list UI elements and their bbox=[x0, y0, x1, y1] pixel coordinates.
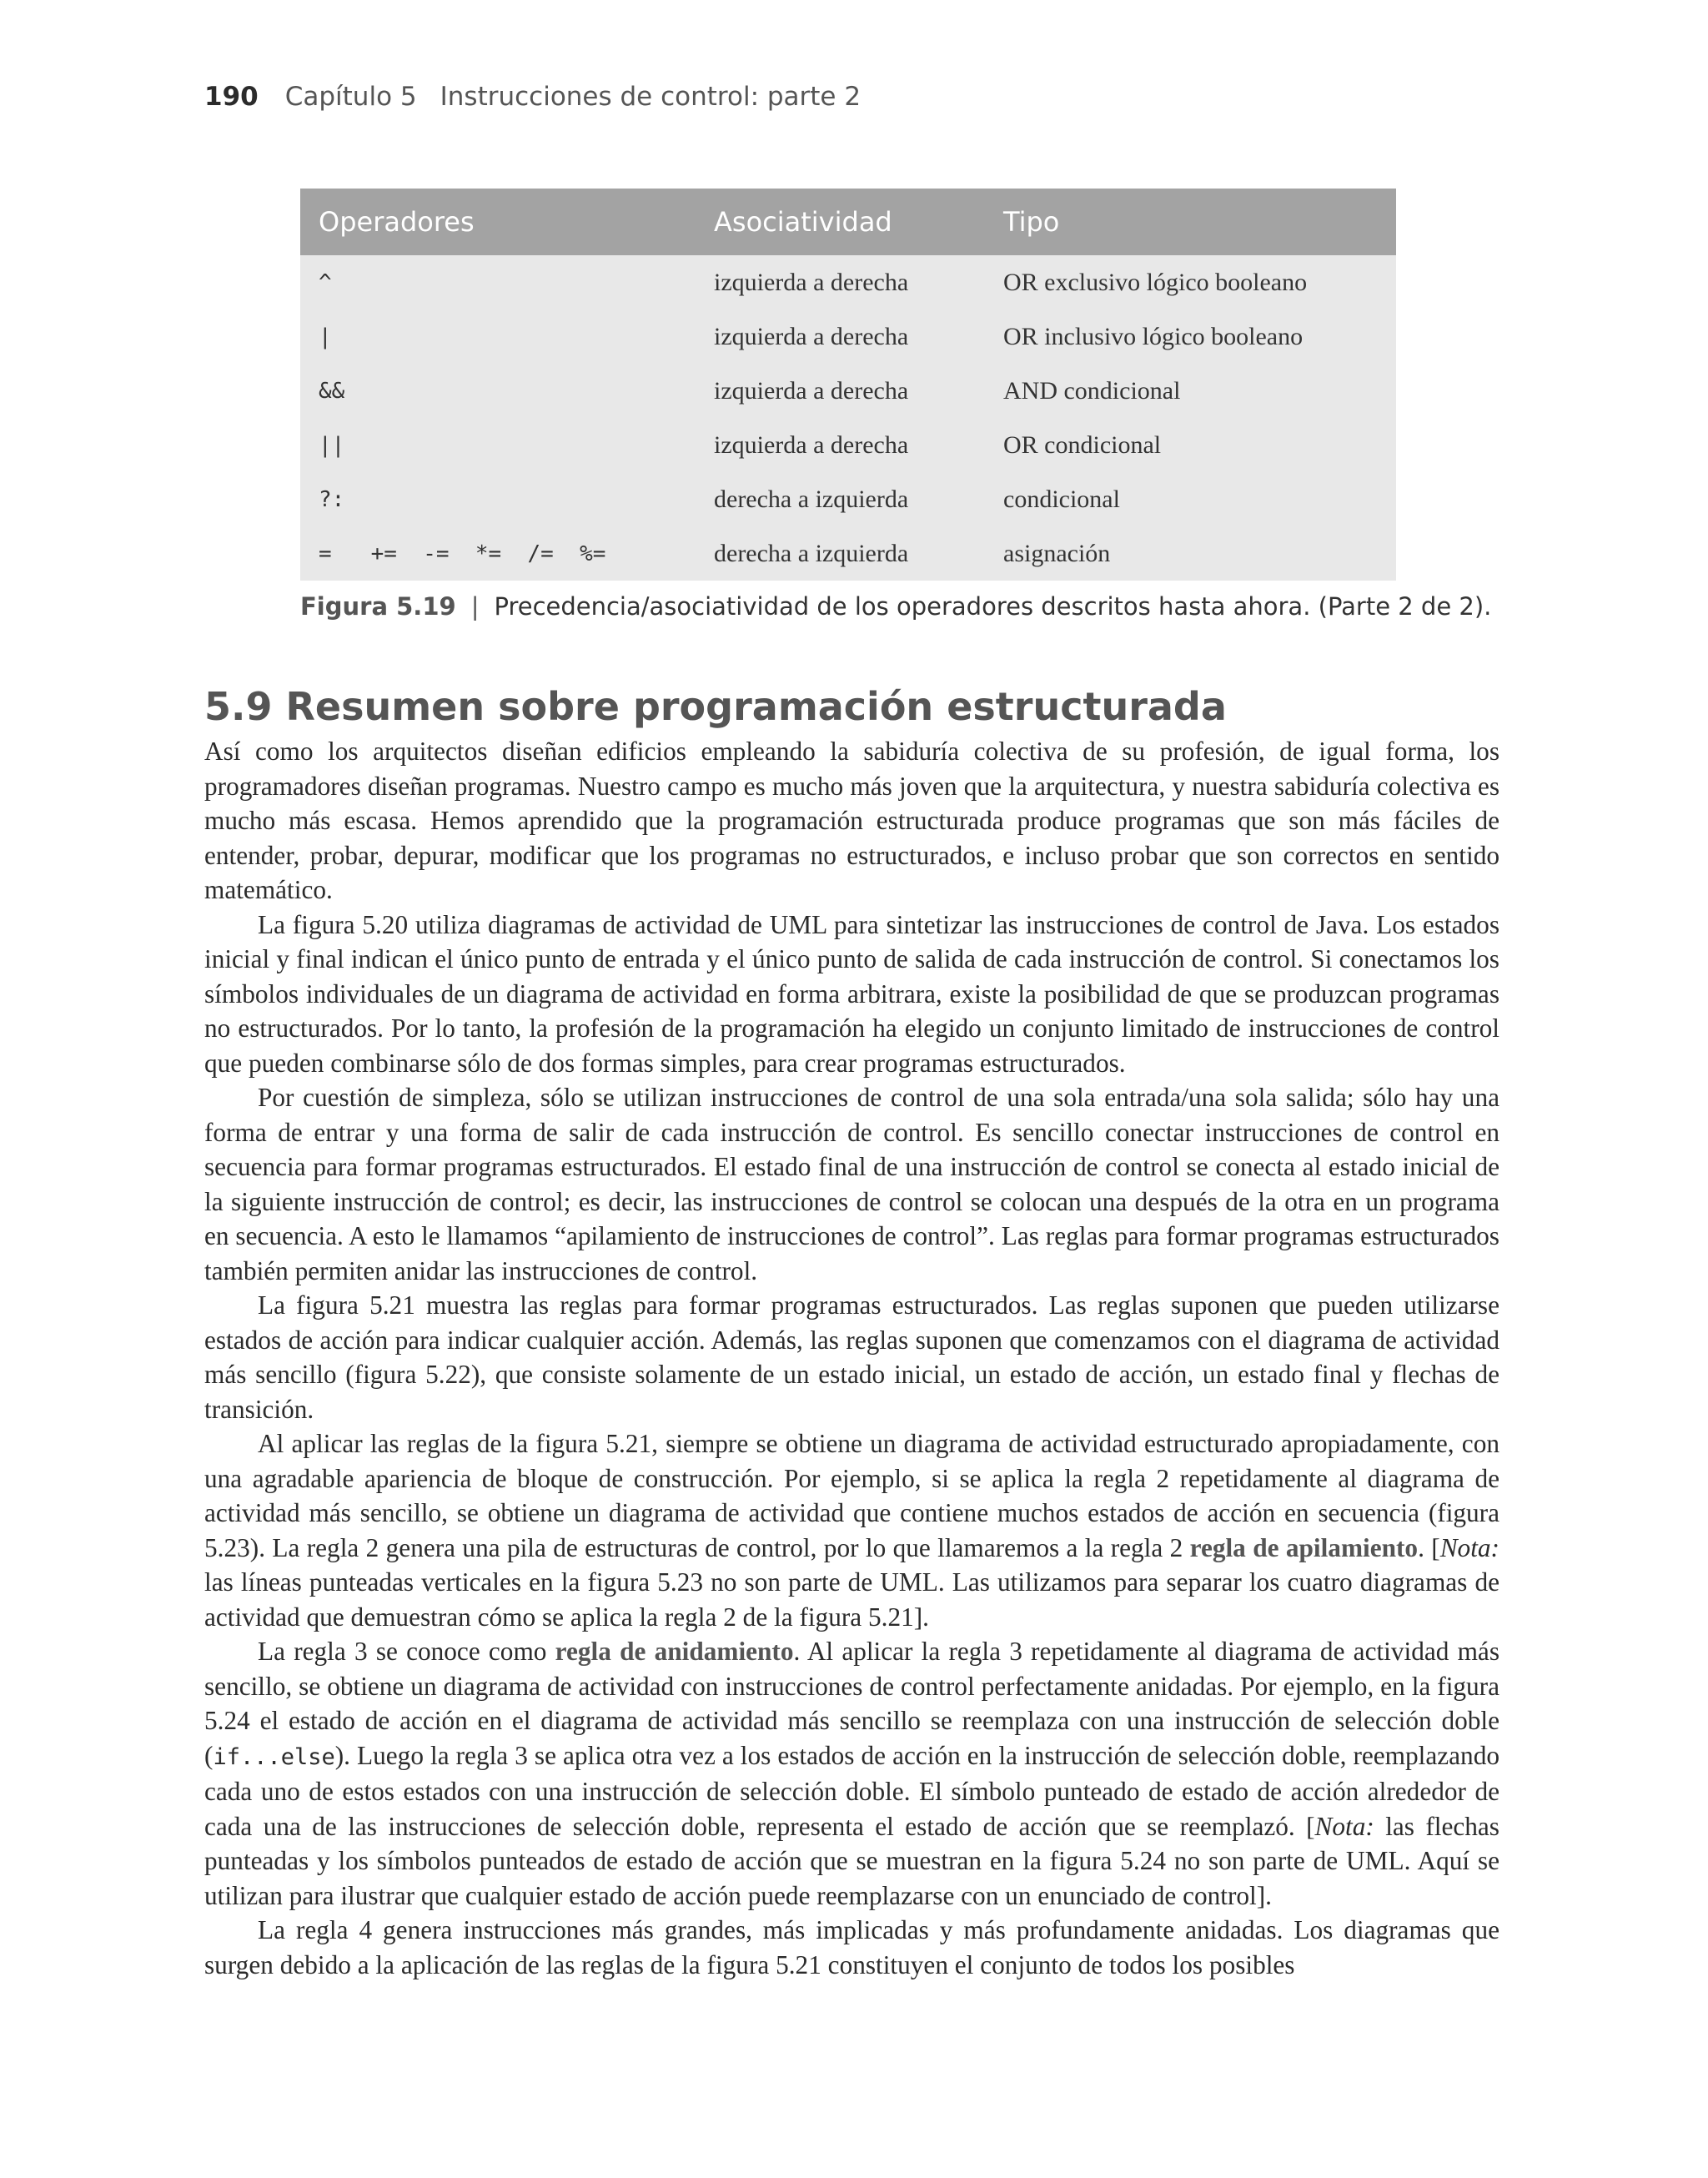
type-cell: OR inclusivo lógico booleano bbox=[997, 309, 1396, 364]
chapter-number: Capítulo 5 bbox=[284, 82, 417, 112]
associativity-cell: izquierda a derecha bbox=[707, 364, 997, 418]
paragraph-text: las flechas punteadas y los símbolos punteados de estado de acción que se muestran en la figura 5.24 no son parte de UML. Aquí se utilizan para ilustrar que cualquier estado de acción puede reemplazarse con un enunciado de control]. bbox=[204, 1811, 1500, 1910]
associativity-cell: derecha a izquierda bbox=[707, 526, 997, 581]
type-cell: AND condicional bbox=[997, 364, 1396, 418]
table-row bbox=[300, 364, 1396, 418]
section-heading bbox=[204, 684, 1227, 729]
key-term: regla de apilamiento bbox=[1189, 1532, 1419, 1562]
type-cell: OR condicional bbox=[997, 418, 1396, 472]
operator-cell: && bbox=[300, 364, 707, 418]
type-cell: condicional bbox=[997, 472, 1396, 526]
associativity-cell: izquierda a derecha bbox=[707, 309, 997, 364]
paragraph: La figura 5.20 utiliza diagramas de actividad de UML para sintetizar las instrucciones de control de Java. Los estados inicial y final indican el único punto de entrada y el único punto de salida de cada instrucción de control. Si conectamos los símbolos individuales de un diagrama de actividad en forma arbitrara, existe la posibilidad de que se produzcan programas no estructurados. Por lo tanto, la profesión de la programación ha elegido un conjunto limitado de instrucciones de control que pueden combinarse sólo de dos formas simples, para crear programas estructurados. bbox=[204, 909, 1500, 1078]
table-row bbox=[300, 418, 1396, 472]
paragraph-text: Al aplicar las reglas de la figura 5.21, siempre se obtiene un diagrama de actividad estructurado apropiadamente, con una agradable apariencia de bloque de construcción. Por ejemplo, si se aplica la regla 2 repetidamente al diagrama de actividad más sencillo, se obtiene un diagrama de actividad que contiene muchos estados de acción en secuencia (figura 5.23). La regla 2 genera una pila de estructuras de control, por lo que llamaremos a la regla 2 bbox=[204, 1429, 1500, 1562]
running-header bbox=[204, 82, 861, 112]
paragraph: Por cuestión de simpleza, sólo se utilizan instrucciones de control de una sola entrada/una sola salida; sólo hay una forma de entrar y una forma de salir de cada instrucción de control. Es sencillo conectar instrucciones de control en secuencia para formar programas estructurados. El estado final de una instrucción de control se conecta al estado inicial de la siguiente instrucción de control; es decir, las instrucciones de control se colocan una después de la otra en un programa en secuencia. A esto le llamamos “apilamiento de instrucciones de control”. Las reglas para formar programas estructurados también permiten anidar las instrucciones de control. bbox=[204, 1083, 1500, 1285]
paragraph-text: . [ bbox=[1418, 1532, 1440, 1562]
table-row bbox=[300, 526, 1396, 581]
header-operators: Operadores bbox=[300, 189, 707, 255]
table-row bbox=[300, 255, 1396, 309]
table-row bbox=[300, 472, 1396, 526]
type-cell: asignación bbox=[997, 526, 1396, 581]
associativity-cell: derecha a izquierda bbox=[707, 472, 997, 526]
paragraph bbox=[204, 1634, 1500, 1913]
figure-caption-text: Precedencia/asociatividad de los operadores descritos hasta ahora. (Parte 2 de 2). bbox=[494, 592, 1492, 621]
associativity-cell: izquierda a derecha bbox=[707, 418, 997, 472]
paragraph: Así como los arquitectos diseñan edificios empleando la sabiduría colectiva de su profesión, de igual forma, los programadores diseñan programas. Nuestro campo es mucho más joven que la arquitectura, y nuestra sabiduría colectiva es mucho más escasa. Hemos aprendido que la programación estructurada produce programas que son más fáciles de entender, probar, depurar, modificar que los programas no estructurados, e incluso probar que son correctos en sentido matemático. bbox=[204, 737, 1500, 904]
header-associativity: Asociatividad bbox=[707, 189, 997, 255]
paragraph-text: La regla 3 se conoce como bbox=[258, 1637, 555, 1666]
type-cell: OR exclusivo lógico booleano bbox=[997, 255, 1396, 309]
figure-label: Figura 5.19 bbox=[300, 592, 456, 621]
note-label: Nota: bbox=[1439, 1532, 1500, 1562]
inline-code: if...else bbox=[213, 1743, 335, 1770]
paragraph: La figura 5.21 muestra las reglas para formar programas estructurados. Las reglas suponen que pueden utilizarse estados de acción para indicar cualquier acción. Además, las reglas suponen que comenzamos con el diagrama de actividad más sencillo (figura 5.22), que consiste solamente de un estado inicial, un estado de acción, un estado final y flechas de transición. bbox=[204, 1290, 1500, 1424]
paragraph-text: ). Luego la regla 3 se aplica otra vez a los estados de acción en la instrucción de selección doble, reemplazando cada uno de estos estados con una instrucción de selección doble. El símbolo punteado de estado de acción alrededor de cada una de las instrucciones de selección doble, representa el estado de acción que se reemplazó. [ bbox=[204, 1740, 1500, 1841]
paragraph: La regla 4 genera instrucciones más grandes, más implicadas y más profundamente anidadas. Los diagramas que surgen debido a la aplicación de las reglas de la figura 5.21 constituyen el conjunto de todos los posibles bbox=[204, 1915, 1500, 1979]
operator-cell: | bbox=[300, 309, 707, 364]
paragraph-text: las líneas punteadas verticales en la figura 5.23 no son parte de UML. Las utilizamos para separar los cuatro diagramas de actividad que demuestran cómo se aplica la regla 2 de la figura 5.21]. bbox=[204, 1567, 1500, 1632]
body-text bbox=[204, 734, 1500, 1982]
figure-caption bbox=[300, 592, 1491, 621]
operator-cell: = += -= *= /= %= bbox=[300, 526, 707, 581]
paragraph-text: . Al aplicar la regla 3 repetidamente al diagrama de actividad más sencillo, se obtiene un diagrama de actividad con instrucciones de control perfectamente anidadas. Por ejemplo, en la figura 5.24 el estado de acción en el diagrama de actividad más sencillo se reemplaza con una instrucción de selección doble ( bbox=[204, 1637, 1500, 1770]
chapter-title: Instrucciones de control: parte 2 bbox=[440, 82, 862, 112]
key-term: regla de anidamiento bbox=[555, 1637, 794, 1666]
section-number: 5.9 bbox=[204, 684, 273, 729]
operator-cell: ?: bbox=[300, 472, 707, 526]
header-type: Tipo bbox=[997, 189, 1396, 255]
operator-precedence-table bbox=[300, 189, 1396, 581]
paragraph bbox=[204, 1426, 1500, 1634]
table-header-row bbox=[300, 189, 1396, 255]
section-title: Resumen sobre programación estructurada bbox=[285, 684, 1227, 729]
note-label: Nota: bbox=[1314, 1811, 1374, 1841]
operator-cell: || bbox=[300, 418, 707, 472]
operator-cell: ^ bbox=[300, 255, 707, 309]
associativity-cell: izquierda a derecha bbox=[707, 255, 997, 309]
caption-divider: | bbox=[470, 592, 480, 621]
page-number: 190 bbox=[204, 82, 259, 112]
table-row bbox=[300, 309, 1396, 364]
